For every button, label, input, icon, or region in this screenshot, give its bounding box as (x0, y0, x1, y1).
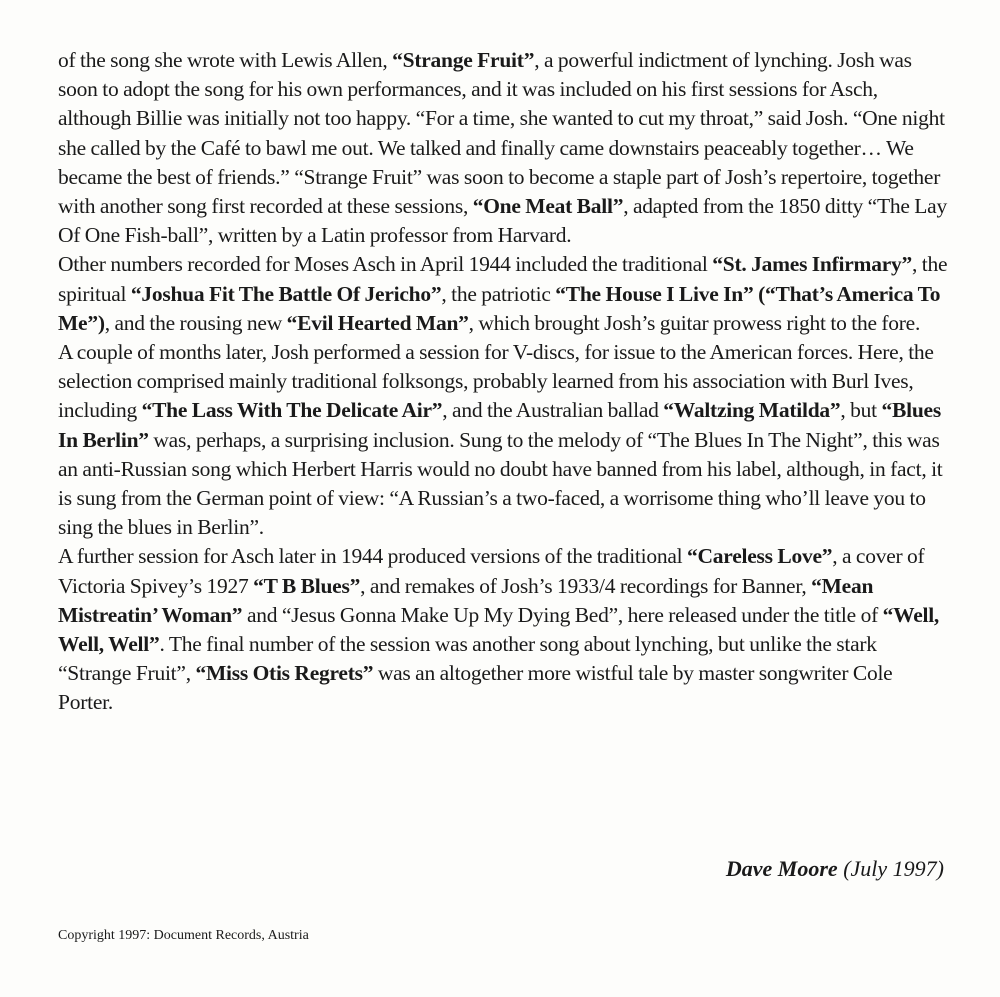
song-title: “Well, Well, Well” (58, 602, 940, 657)
song-title: “Miss Otis Regrets” (195, 661, 374, 686)
paragraph-text: , a powerful indictment of lynching. Josh was soon to adopt the song for his own performances, and it was included on his first sessions for Asch, although Billie was initially not too happy. “For a time, she wanted to cut my throat,” said Josh. “One night she called by the Café to bawl me out. We talked and finally came downstairs peaceably together… We became the best of friends.” “Strange Fruit” was soon to become a staple part of Josh’s repertoire, together with another song first recorded at these sessions, (58, 48, 945, 219)
paragraph-text: A further session for Asch later in 1944 produced versions of the traditional (58, 544, 688, 569)
paragraph-text: , but (840, 398, 882, 423)
paragraph-text: , and remakes of Josh’s 1933/4 recordings for Banner, (360, 573, 812, 598)
paragraph-text: . The final number of the session was another song about lynching, but unlike the stark “Strange Fruit”, (58, 632, 877, 686)
paragraph-text: , and the rousing new (104, 310, 287, 335)
paragraph-text: , the spiritual (58, 252, 948, 306)
song-title: “Strange Fruit” (392, 48, 535, 72)
song-title: “Evil Hearted Man” (286, 310, 469, 335)
paragraph (58, 250, 948, 338)
song-title: “One Meat Ball” (472, 194, 624, 219)
song-title: “The House I Live In” (“That’s America To Me”) (58, 281, 941, 335)
paragraph-text: Other numbers recorded for Moses Asch in April 1944 included the traditional (58, 252, 713, 277)
paragraph (58, 338, 948, 542)
paragraph-text: was, perhaps, a surprising inclusion. Sung to the melody of “The Blues In The Night”, this was an anti-Russian song which Herbert Harris would no doubt have banned from his label, although, in fact, it is sung from the German point of view: “A Russian’s a two-faced, a worrisome thing who’ll leave you to sing the blues in Berlin”. (58, 427, 943, 540)
song-title: “St. James Infirmary” (712, 252, 913, 277)
paragraph-text: and “Jesus Gonna Make Up My Dying Bed”, here released under the title of (242, 602, 883, 627)
song-title: “Waltzing Matilda” (663, 398, 841, 423)
paragraph (58, 542, 948, 717)
signature-date: (July 1997) (837, 856, 944, 881)
paragraph-text: , adapted from the 1850 ditty “The Lay Of One Fish-ball”, written by a Latin professor from Harvard. (58, 194, 947, 248)
song-title: “T B Blues” (253, 573, 361, 598)
liner-notes-body (58, 46, 948, 718)
paragraph-text: of the song she wrote with Lewis Allen, (58, 48, 393, 72)
song-title: “Blues In Berlin” (58, 398, 941, 452)
paragraph-text: , and the Australian ballad (442, 398, 664, 423)
song-title: “Joshua Fit The Battle Of Jericho” (130, 281, 442, 306)
song-title: “The Lass With The Delicate Air” (141, 398, 443, 423)
paragraph-text: , the patriotic (441, 281, 556, 306)
paragraph-text: A couple of months later, Josh performed a session for V-discs, for issue to the American forces. Here, the selection comprised mainly traditional folksongs, probably learned from his association with Burl Ives, including (58, 340, 934, 423)
paragraph-text: was an altogether more wistful tale by master songwriter Cole Porter. (58, 661, 893, 715)
song-title: “Mean Mistreatin’ Woman” (58, 573, 874, 627)
author-name: Dave Moore (725, 856, 838, 881)
song-title: “Careless Love” (687, 544, 833, 569)
paragraph (58, 46, 948, 250)
author-signature (726, 856, 944, 882)
paragraph-text: , a cover of Victoria Spivey’s 1927 (58, 544, 925, 598)
paragraph-text: , which brought Josh’s guitar prowess right to the fore. (468, 310, 921, 335)
copyright-notice: Copyright 1997: Document Records, Austria (58, 928, 309, 943)
